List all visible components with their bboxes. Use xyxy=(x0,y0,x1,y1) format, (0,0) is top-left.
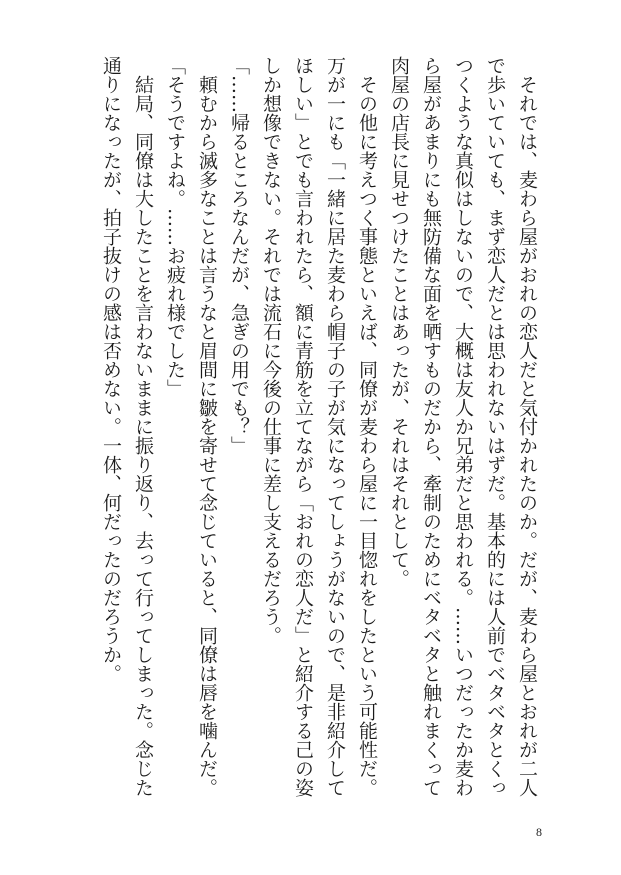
text-line: 結局、同僚は大したことを言わないままに振り返り、去って行ってしまった。念じた xyxy=(132,56,154,797)
text-line: で歩いていても、まず恋人だとは思われないはずだ。基本的には人前でベタベタとくっ xyxy=(484,56,506,797)
text-line: その他に考えつく事態といえば、同僚が麦わら屋に一目惚れをしたという可能性だ。 xyxy=(356,56,378,797)
text-line: それでは、麦わら屋がおれの恋人だと気付かれたのか。だが、麦わら屋とおれが二人 xyxy=(516,56,538,797)
text-line: 肉屋の店長に見せつけたことはあったが、それはそれとして。 xyxy=(388,56,410,588)
text-line: ほしい」とでも言われたら、額に青筋を立てながら「おれの恋人だ」と紹介する己の姿 xyxy=(292,56,314,797)
text-line: 「そうですよね。……お疲れ様でした」 xyxy=(164,56,186,398)
text-line: しか想像できない。それでは流石に今後の仕事に差し支えるだろう。 xyxy=(260,56,282,645)
text-line: ら屋があまりにも無防備な面を晒すものだから、牽制のためにベタベタと触れまくって xyxy=(420,56,442,797)
page-number: 8 xyxy=(536,825,542,839)
text-line: 万が一にも「一緒に居た麦わら帽子の子が気になってしょうがないので、是非紹介して xyxy=(324,56,346,797)
text-line: 頼むから滅多なことは言うなと眉間に皺を寄せて念じていると、同僚は唇を噛んだ。 xyxy=(196,56,218,797)
body-text xyxy=(95,56,543,797)
text-line: 通りになったが、拍子抜けの感は否めない。一体、何だったのだろうか。 xyxy=(100,56,122,683)
text-line: 「……帰るところなんだが、急ぎの用でも？」 xyxy=(228,56,250,455)
text-line: つくような真似はしないので、大概は友人か兄弟だと思われる。……いつだったか麦わ xyxy=(452,56,474,797)
